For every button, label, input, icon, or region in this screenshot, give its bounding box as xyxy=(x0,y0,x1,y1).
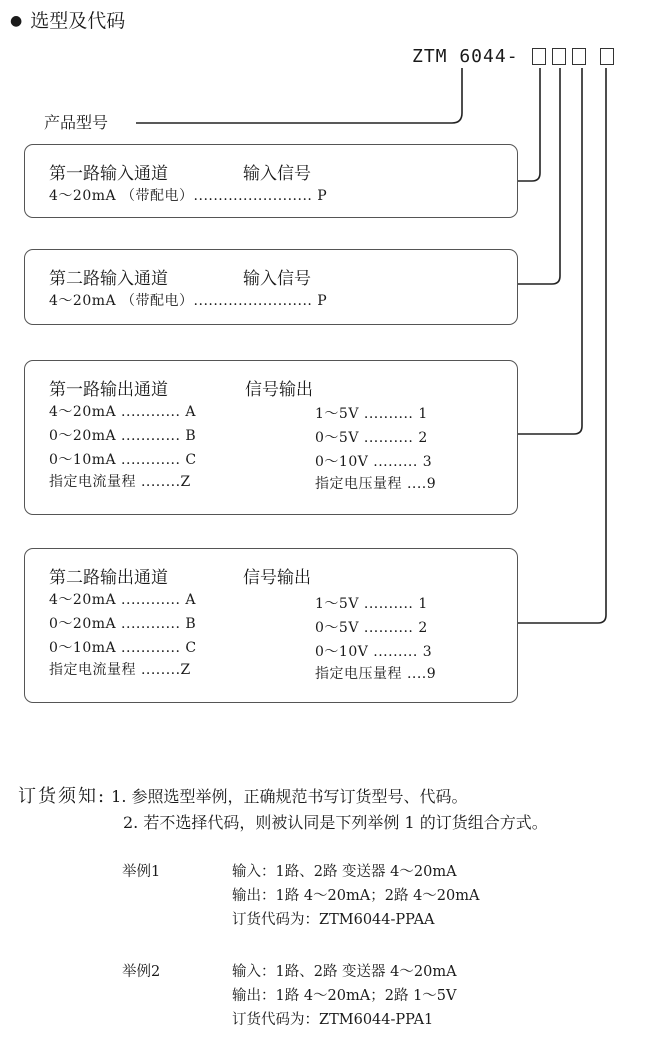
current-option: 4～20mA ............ A xyxy=(49,592,197,608)
notes-label: 订货须知: xyxy=(18,786,107,807)
box-heading: 第二路输出通道 xyxy=(49,568,168,588)
product-model-connector xyxy=(136,68,462,123)
current-option: 0～10mA ............ C xyxy=(49,640,197,656)
voltage-option: 1～5V .......... 1 xyxy=(315,596,428,612)
example-1-output: 输出：1路 4～20mA；2路 4～20mA xyxy=(232,888,480,904)
example-1-input: 输入：1路、2路 变送器 4～20mA xyxy=(232,864,457,880)
output-channel-2-box xyxy=(24,548,518,703)
example-2-title: 举例2 xyxy=(122,964,161,980)
bullet-icon: ● xyxy=(10,13,23,29)
slot-4-connector xyxy=(518,68,606,623)
current-option: 指定电流量程 ........Z xyxy=(49,474,191,490)
example-2-output: 输出：1路 4～20mA；2路 1～5V xyxy=(232,988,457,1004)
ordering-notes xyxy=(18,782,468,808)
current-option: 0～20mA ............ B xyxy=(49,616,197,632)
slot-1-connector xyxy=(518,68,540,181)
box-heading: 第一路输入通道 xyxy=(49,164,168,184)
input-channel-2-box xyxy=(24,249,518,325)
current-option: 4～20mA ............ A xyxy=(49,404,197,420)
box-heading: 第二路输入通道 xyxy=(49,269,168,289)
note-item-2: 2. 若不选择代码，则被认同是下列举例 1 的订货组合方式。 xyxy=(123,813,548,832)
slot-3-connector xyxy=(518,68,582,434)
voltage-option: 0～10V ......... 3 xyxy=(315,644,433,660)
example-1-code: 订货代码为：ZTM6044-PPAA xyxy=(232,912,435,928)
model-code: ZTM 6044- xyxy=(412,46,519,67)
example-1-title: 举例1 xyxy=(122,864,161,880)
current-option: 0～20mA ............ B xyxy=(49,428,197,444)
current-option: 指定电流量程 ........Z xyxy=(49,662,191,678)
output-channel-1-box xyxy=(24,360,518,515)
voltage-option: 0～5V .......... 2 xyxy=(315,430,428,446)
voltage-option: 指定电压量程 ....9 xyxy=(315,666,437,682)
example-2-input: 输入：1路、2路 变送器 4～20mA xyxy=(232,964,457,980)
box-subheading: 信号输出 xyxy=(245,380,313,400)
option-line: 4～20mA （带配电）........................ P xyxy=(49,188,328,204)
box-subheading: 输入信号 xyxy=(243,269,311,289)
voltage-option: 0～10V ......... 3 xyxy=(315,454,433,470)
input-channel-1-box xyxy=(24,144,518,218)
voltage-option: 指定电压量程 ....9 xyxy=(315,476,437,492)
voltage-option: 0～5V .......... 2 xyxy=(315,620,428,636)
current-option: 0～10mA ............ C xyxy=(49,452,197,468)
product-model-label: 产品型号 xyxy=(44,113,109,132)
example-2-code: 订货代码为：ZTM6044-PPA1 xyxy=(232,1012,434,1028)
box-subheading: 输入信号 xyxy=(243,164,311,184)
option-line: 4～20mA （带配电）........................ P xyxy=(49,293,328,309)
box-subheading: 信号输出 xyxy=(243,568,311,588)
note-item-1: 1. 参照选型举例，正确规范书写订货型号、代码。 xyxy=(111,787,468,806)
section-title-text: 选型及代码 xyxy=(30,10,126,32)
voltage-option: 1～5V .......... 1 xyxy=(315,406,428,422)
box-heading: 第一路输出通道 xyxy=(49,380,168,400)
